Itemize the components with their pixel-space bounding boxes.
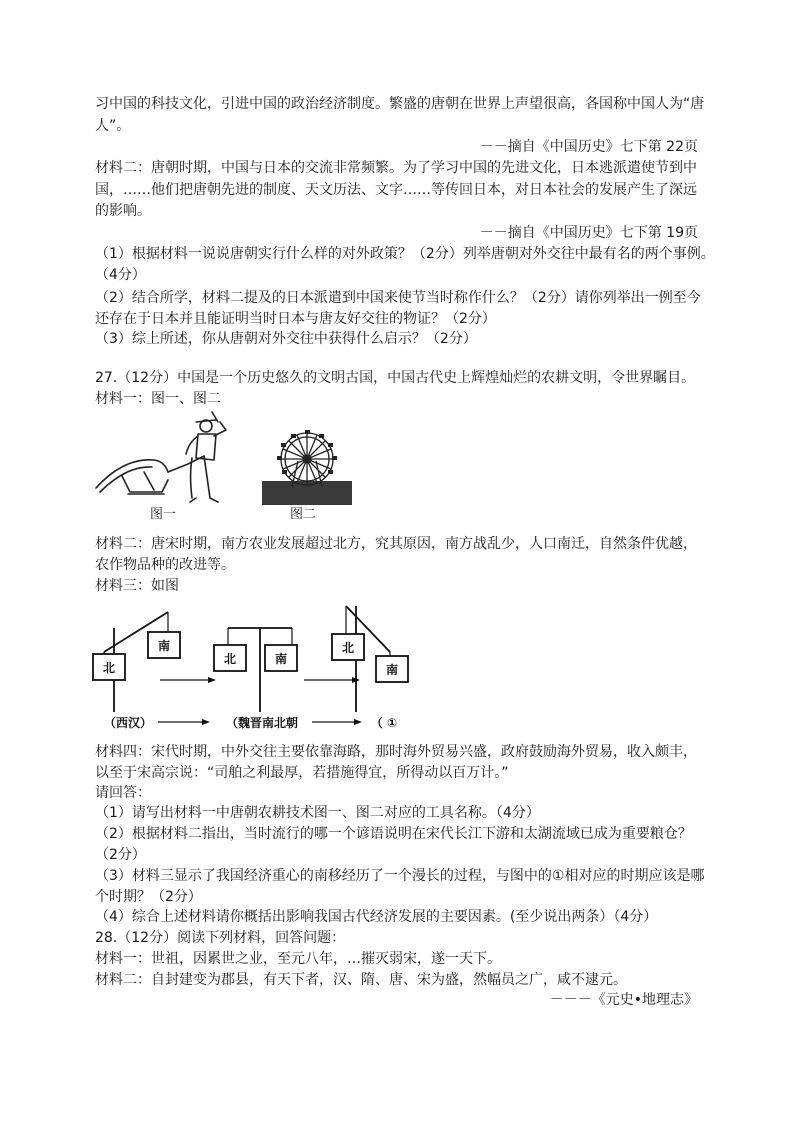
text-line: （2分） xyxy=(95,847,146,863)
text-line: 以至于宋高宗说：“司舶之利最厚，若措施得宜，所得动以百万计。” xyxy=(95,765,509,781)
material-one-text: 材料一：世祖，因累世之业，至元八年，…摧灭弱宋，遂一天下。 xyxy=(95,951,501,967)
plough-illustration xyxy=(92,410,242,505)
south-label: 南 xyxy=(274,652,288,666)
economic-center-scales-diagram xyxy=(90,600,420,735)
material-two-text: 材料二：唐朝时期，中国与日本的交流非常频繁。为了学习中国的先进文化，日本逃派遣使节到中 xyxy=(95,160,697,176)
question-27-heading: 27.（12分）中国是一个历史悠久的文明古国，中国古代史上辉煌灿烂的农耕文明，令世界瞩目。 xyxy=(95,370,696,386)
source-citation: －－－《元史•地理志》 xyxy=(549,992,698,1008)
question-3: （3）材料三显示了我国经济重心的南移经历了一个漫长的过程，与图中的①相对应的时期应该是哪 xyxy=(95,868,705,884)
south-label: 南 xyxy=(385,663,399,677)
question-3: （3）综上所述，你从唐朝对外交往中获得什么启示？（2分） xyxy=(95,331,477,347)
material-two-text: 材料二：唐宋时期，南方农业发展超过北方，究其原因，南方战乱少，人口南迁，自然条件优越， xyxy=(95,536,697,552)
answer-prompt: 请回答： xyxy=(95,785,151,801)
north-label: 北 xyxy=(102,661,116,675)
figure-one-caption: 图一 xyxy=(150,507,177,522)
text-line: 个时期？（2分） xyxy=(95,889,202,905)
material-four-text: 材料四：宋代时期，中外交往主要依靠海路，那时海外贸易兴盛，政府鼓励海外贸易，收入颇丰， xyxy=(95,744,697,760)
text-line: （4分） xyxy=(95,267,146,283)
material-one-label: 材料一：图一、图二 xyxy=(95,391,221,407)
text-line: 农作物品种的改进等。 xyxy=(95,557,235,573)
period-label: （西汉） xyxy=(103,716,153,730)
text-line: 的影响。 xyxy=(95,203,151,219)
source-citation: －－摘自《中国历史》七下第 22页 xyxy=(479,139,698,155)
source-citation: －－摘自《中国历史》七下第 19页 xyxy=(479,225,698,241)
period-label: （ ① xyxy=(370,716,398,730)
question-4: （4）综合上述材料请你概括出影响我国古代经济发展的主要因素。(至少说出两条）（4分） xyxy=(95,909,658,925)
north-label: 北 xyxy=(341,641,355,655)
figure-two-caption: 图二 xyxy=(290,507,317,522)
south-label: 南 xyxy=(157,639,171,653)
water-wheel-illustration xyxy=(262,425,352,505)
north-label: 北 xyxy=(223,652,237,666)
question-1: （1）根据材料一说说唐朝实行什么样的对外政策？（2分）列举唐朝对外交往中最有名的两个事例。 xyxy=(95,246,715,262)
text-line: 人”。 xyxy=(95,118,131,134)
material-three-label: 材料三：如图 xyxy=(95,578,179,594)
question-2: （2）结合所学，材料二提及的日本派遣到中国来使节当时称作什么？（2分）请你列举出一例至今 xyxy=(95,290,701,306)
question-2: （2）根据材料二指出，当时流行的哪一个谚语说明在宋代长江下游和太湖流域已成为重要粮仓？ xyxy=(95,826,692,842)
text-line: 国，……他们把唐朝先进的制度、天文历法、文字……等传回日本，对日本社会的发展产生了深远 xyxy=(95,182,697,198)
question-1: （1）请写出材料一中唐朝农耕技术图一、图二对应的工具名称。（4分） xyxy=(95,805,540,821)
material-two-text: 材料二：自封建变为郡县，有天下者，汉、隋、唐、宋为盛，然幅员之广，咸不逮元。 xyxy=(95,972,627,988)
text-line: 还存在于日本并且能证明当时日本与唐友好交往的物证？（2分） xyxy=(95,311,496,327)
period-label: （魏晋南北朝 xyxy=(225,716,299,730)
question-28-heading: 28.（12分）阅读下列材料，回答问题： xyxy=(95,930,346,946)
text-line: 习中国的科技文化，引进中国的政治经济制度。繁盛的唐朝在世界上声望很高，各国称中国人为“唐 xyxy=(95,96,705,112)
